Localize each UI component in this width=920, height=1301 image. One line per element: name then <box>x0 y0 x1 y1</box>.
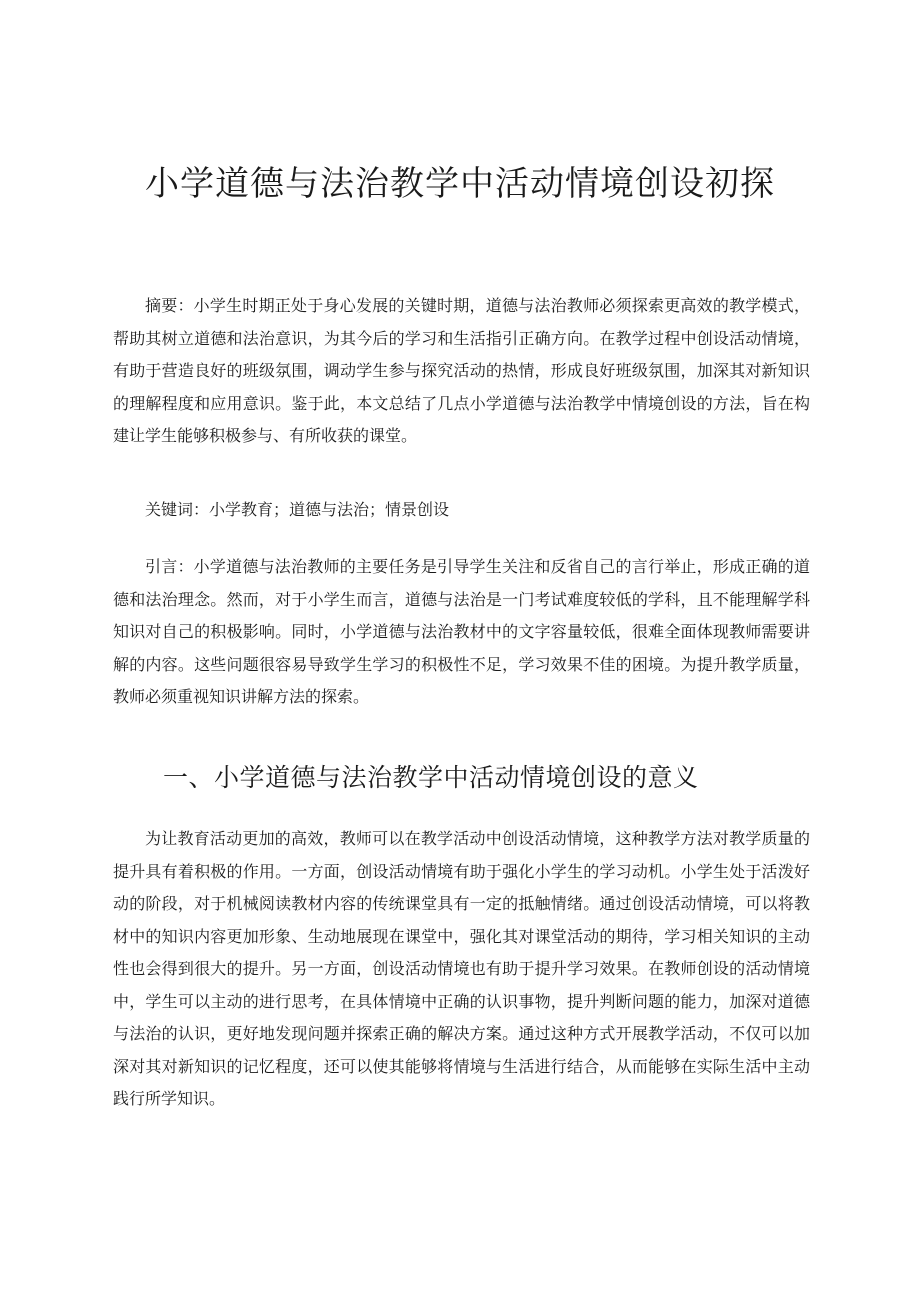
abstract-paragraph: 摘要：小学生时期正处于身心发展的关键时期，道德与法治教师必须探索更高效的教学模式，帮助其树立道德和法治意识，为其今后的学习和生活指引正确方向。在教学过程中创设活动情境，有助于营造良好的班级氛围，调动学生参与探究活动的热情，形成良好班级氛围，加深其对新知识的理解程度和应用意识。鉴于此，本文总结了几点小学道德与法治教学中情境创设的方法，旨在构建让学生能够积极参与、有所收获的课堂。 <box>113 296 810 445</box>
keywords-paragraph: 关键词：小学教育；道德与法治；情景创设 <box>145 500 450 519</box>
document-title: 小学道德与法治教学中活动情境创设初探 <box>145 164 775 204</box>
introduction-paragraph: 引言：小学道德与法治教师的主要任务是引导学生关注和反省自己的言行举止，形成正确的道德和法治理念。然而，对于小学生而言，道德与法治是一门考试难度较低的学科，且不能理解学科知识对自己的积极影响。同时，小学道德与法治教材中的文字容量较低，很难全面体现教师需要讲解的内容。这些问题很容易导致学生学习的积极性不足，学习效果不佳的困境。为提升教学质量，教师必须重视知识讲解方法的探索。 <box>113 557 810 706</box>
section-heading: 一、小学道德与法治教学中活动情境创设的意义 <box>163 763 699 792</box>
section-body-paragraph: 为让教育活动更加的高效，教师可以在教学活动中创设活动情境，这种教学方法对教学质量的提升具有着积极的作用。一方面，创设活动情境有助于强化小学生的学习动机。小学生处于活泼好动的阶段，对于机械阅读教材内容的传统课堂具有一定的抵触情绪。通过创设活动情境，可以将教材中的知识内容更加形象、生动地展现在课堂中，强化其对课堂活动的期待，学习相关知识的主动性也会得到很大的提升。另一方面，创设活动情境也有助于提升学习效果。在教师创设的活动情境中，学生可以主动的进行思考，在具体情境中正确的认识事物，提升判断问题的能力，加深对道德与法治的认识，更好地发现问题并探索正确的解决方案。通过这种方式开展教学活动，不仅可以加深对其对新知识的记忆程度，还可以使其能够将情境与生活进行结合，从而能够在实际生活中主动践行所学知识。 <box>113 829 810 1108</box>
